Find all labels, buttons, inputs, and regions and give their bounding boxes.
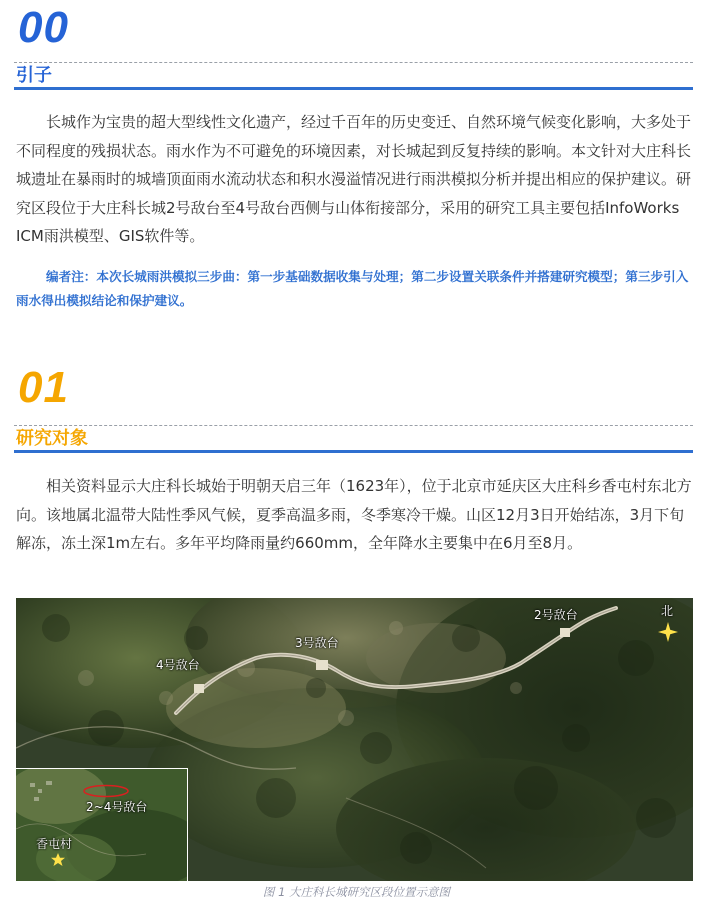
tower-4-marker	[194, 684, 204, 693]
section-number-00: 00	[18, 3, 69, 52]
section-header-study-object	[14, 425, 693, 453]
label-inset-area: 2~4号敌台	[86, 800, 148, 814]
tower-2-marker	[560, 628, 570, 637]
section-title-study-object: 研究对象	[16, 428, 88, 449]
section-number-01: 01	[18, 363, 69, 412]
inset-map-image	[16, 769, 187, 881]
label-village: 香屯村	[36, 837, 73, 851]
section-header-intro	[14, 62, 693, 90]
tower-3-marker	[316, 660, 328, 670]
label-tower-4: 4号敌台	[156, 658, 200, 672]
section-title-intro: 引子	[16, 65, 52, 86]
satellite-map-figure	[16, 598, 693, 881]
editor-note: 编者注：本次长城雨洪模拟三步曲：第一步基础数据收集与处理；第二步设置关联条件并搭建研究模型；第三步引入雨水得出模拟结论和保护建议。	[16, 269, 689, 308]
intro-paragraph: 长城作为宝贵的超大型线性文化遗产，经过千百年的历史变迁、自然环境气候变化影响，大多处于不同程度的残损状态。雨水作为不可避免的环境因素，对长城起到反复持续的影响。本文针对大庄科长城遗址在暴雨时的城墙顶面雨水流动状态和积水漫溢情况进行雨洪模拟分析并提出相应的保护建议。研究区段位于大庄科长城2号敌台至4号敌台西侧与山体衔接部分，采用的研究工具主要包括InfoWorks ICM雨洪模型、GIS软件等。	[16, 113, 692, 245]
label-tower-2: 2号敌台	[534, 608, 578, 622]
inset-map	[16, 768, 188, 881]
label-north: 北	[661, 604, 674, 618]
figure-caption: 图 1 大庄科长城研究区段位置示意图	[262, 885, 451, 899]
study-object-paragraph: 相关资料显示大庄科长城始于明朝天启三年（1623年），位于北京市延庆区大庄科乡香屯村东北方向。该地属北温带大陆性季风气候，夏季高温多雨，冬季寒冷干燥。山区12月3日开始结冻，3月下旬解冻，冻土深1m左右。多年平均降雨量约660mm，全年降水主要集中在6月至8月。	[16, 477, 692, 552]
label-tower-3: 3号敌台	[295, 636, 339, 650]
